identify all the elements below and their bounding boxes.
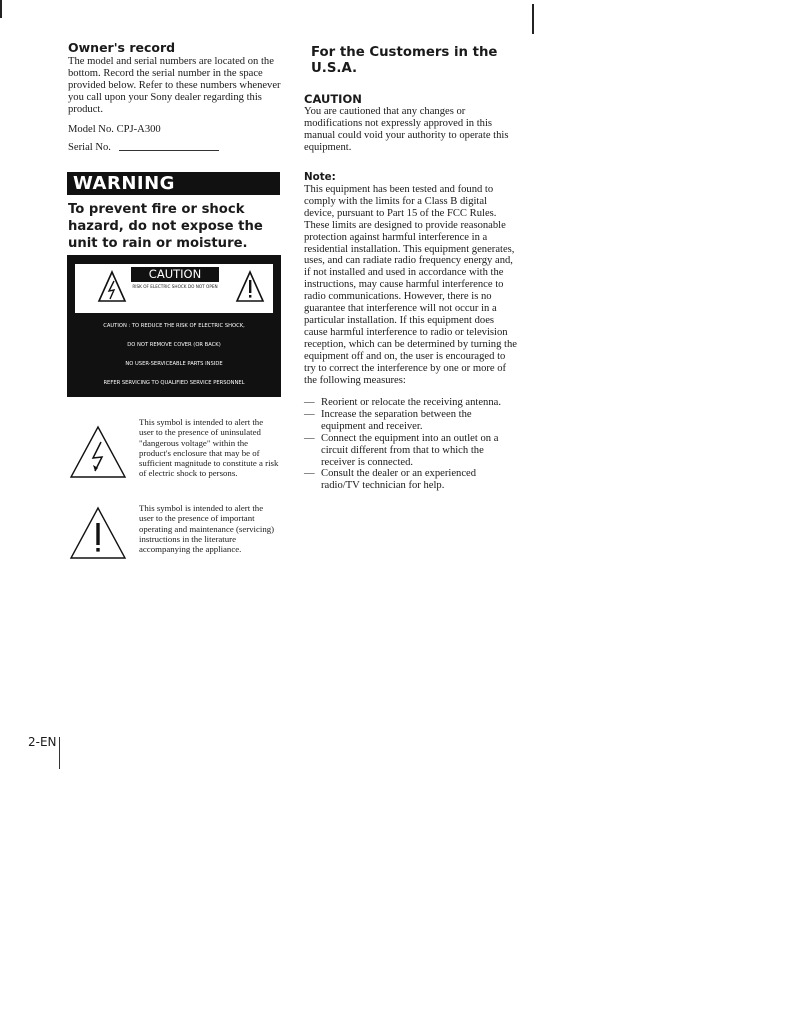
caution-label-line: REFER SERVICING TO QUALIFIED SERVICE PERSONNEL: [103, 380, 245, 386]
serial-number-line: [68, 142, 219, 153]
measure-text: Reorient or relocate the receiving antenna.: [321, 397, 502, 408]
page-number: 2-EN: [28, 735, 57, 749]
lightning-warning-icon: [68, 424, 128, 480]
lightning-symbol-description: This symbol is intended to alert the user to the presence of uninsulated "dangerous voltage" within the product's enclosure that may be of sufficient magnitude to constitute a risk of electric shock to persons.: [139, 417, 279, 479]
model-number-value: CPJ-A300: [116, 124, 161, 135]
scan-corner-mark: [0, 0, 2, 18]
measure-text: Consult the dealer or an experienced radio/TV technician for help.: [321, 468, 477, 492]
caution-label-lines: [67, 317, 281, 393]
list-item: [304, 409, 517, 433]
caution-label-title: CAUTION: [131, 267, 219, 282]
lightning-warning-icon: [97, 270, 127, 304]
warning-banner-text: WARNING: [73, 173, 175, 194]
dash-bullet: —: [304, 397, 315, 408]
us-customers-heading: For the Customers in the U.S.A.: [311, 45, 498, 76]
caution-label-line: CAUTION : TO REDUCE THE RISK OF ELECTRIC SHOCK,: [103, 323, 245, 329]
caution-label-line: NO USER-SERVICEABLE PARTS INSIDE: [125, 361, 223, 367]
warning-subtitle: To prevent fire or shock hazard, do not expose the unit to rain or moisture.: [68, 202, 263, 251]
dash-bullet: —: [304, 408, 315, 420]
list-item: [304, 433, 517, 469]
caution-label-graphic: [67, 255, 281, 397]
serial-number-label: Serial No.: [68, 142, 111, 153]
list-item: [304, 468, 517, 492]
measure-text: Increase the separation between the equipment and receiver.: [321, 408, 472, 432]
model-number-label: Model No.: [68, 124, 114, 135]
scan-top-mark: [532, 4, 534, 34]
caution-label-risk-text: RISK OF ELECTRIC SHOCK DO NOT OPEN: [132, 284, 218, 289]
note-text: This equipment has been tested and found to comply with the limits for a Class B digital device, pursuant to Part 15 of the FCC Rules. These limits are designed to provide reasonable protection against harmful interference in a residential installation. This equipment generates, uses, and can radiate radio frequency energy and, if not installed and used in accordance with the instructions, may cause harmful interference to radio communications. However, there is no guarantee that interference will not occur in a particular installation. If this equipment does cause harmful interference to radio or television reception, which can be determined by turning the equipment off and on, the user is encouraged to try to correct the interference by one or more of the following measures:: [304, 184, 517, 386]
serial-number-blank: [119, 150, 219, 151]
list-item: [304, 397, 517, 409]
model-number-line: [68, 124, 161, 135]
caution-label-inner: [75, 264, 273, 313]
note-heading: Note:: [304, 171, 336, 183]
exclamation-warning-icon: [68, 505, 128, 561]
exclamation-warning-icon: [235, 270, 265, 304]
owners-record-heading: Owner's record: [68, 40, 176, 55]
caution-text: You are cautioned that any changes or modifications not expressly approved in this manual could void your authority to operate this equipment.: [304, 106, 509, 153]
measures-list: [304, 397, 517, 492]
dash-bullet: —: [304, 468, 315, 480]
exclamation-symbol-description: This symbol is intended to alert the user to the presence of important operating and maintenance (servicing) instructions in the literature accompanying the appliance.: [139, 503, 275, 555]
caution-label-line: DO NOT REMOVE COVER (OR BACK): [127, 342, 221, 348]
measure-text: Connect the equipment into an outlet on a circuit different from that to which the receiver is connected.: [321, 432, 499, 468]
owners-record-text: The model and serial numbers are located on the bottom. Record the serial number in the space provided below. Refer to these numbers whenever you call upon your Sony dealer regarding this product.: [68, 56, 281, 115]
dash-bullet: —: [304, 432, 315, 444]
warning-banner: [67, 172, 280, 195]
page-number-divider: [59, 737, 60, 769]
caution-heading: CAUTION: [304, 92, 362, 106]
